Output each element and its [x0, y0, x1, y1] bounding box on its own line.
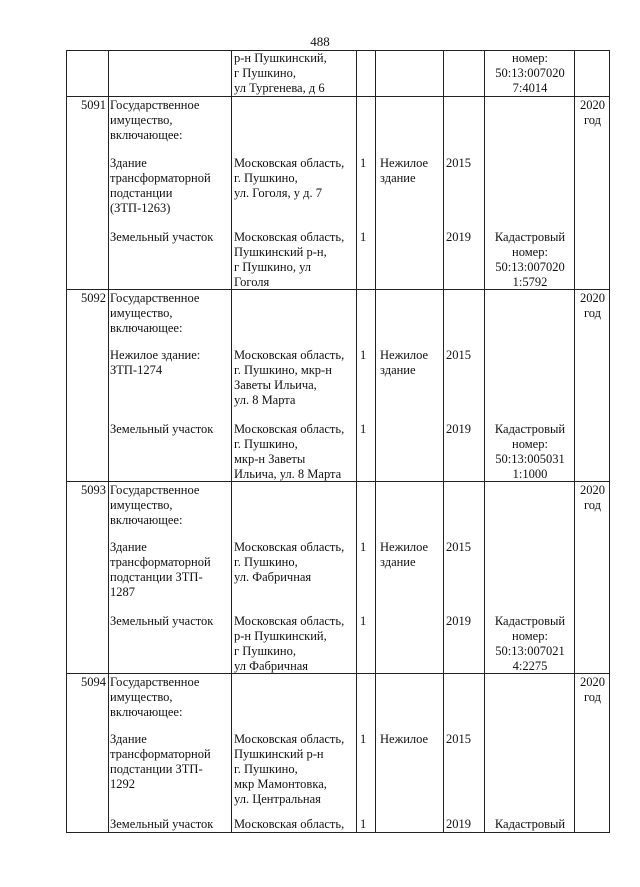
table-border	[443, 50, 444, 833]
date-cell: 2020 год	[580, 98, 605, 127]
item-name: Государственное имущество, включающее:	[110, 98, 200, 142]
item-name: Государственное имущество, включающее:	[110, 291, 200, 335]
quantity-cell: 1	[360, 614, 367, 628]
type-cell: Нежилое здание	[380, 348, 429, 377]
table-border	[66, 96, 609, 97]
item-name: Земельный участок	[110, 817, 214, 831]
address-cell: Московская область, Пушкинский р-н, г Пушкино, ул Гоголя	[234, 230, 345, 289]
quantity-cell: 1	[360, 230, 367, 244]
address-cell: Московская область, г. Пушкино, ул. Фабричная	[234, 540, 345, 584]
table-border	[66, 832, 609, 833]
table-border	[108, 50, 109, 833]
quantity-cell: 1	[360, 540, 367, 554]
quantity-cell: 1	[360, 817, 367, 831]
year-cell: 2019	[446, 614, 471, 628]
date-cell: 2020 год	[580, 483, 605, 512]
table-border	[66, 50, 67, 833]
type-cell: Нежилое	[380, 732, 429, 746]
item-name: Земельный участок	[110, 614, 214, 628]
year-cell: 2019	[446, 422, 471, 436]
address-cell: Московская область, Пушкинский р-н г. Пушкино, мкр Мамонтовка, ул. Центральная	[234, 732, 345, 806]
type-cell: Нежилое здание	[380, 540, 429, 569]
table-border	[574, 50, 575, 833]
table-border	[356, 50, 357, 833]
quantity-cell: 1	[360, 422, 367, 436]
item-name: Нежилое здание: ЗТП-1274	[110, 348, 201, 377]
address-cell: Московская область, р-н Пушкинский, г Пушкино, ул Фабричная	[234, 614, 345, 673]
cadastral-cell: Кадастровый номер: 50:13:007020 1:5792	[494, 230, 566, 289]
item-name: Государственное имущество, включающее:	[110, 675, 200, 719]
item-name: Здание трансформаторной подстанции ЗТП- 1287	[110, 540, 211, 599]
cadastral-cell: Кадастровый номер: 50:13:005031 1:1000	[494, 422, 566, 481]
item-name: Здание трансформаторной подстанции (ЗТП-1263)	[110, 156, 211, 215]
table-border	[375, 50, 376, 833]
table-border	[609, 50, 610, 833]
year-cell: 2015	[446, 540, 471, 554]
item-name: Земельный участок	[110, 230, 214, 244]
table-border	[484, 50, 485, 833]
year-cell: 2019	[446, 230, 471, 244]
page-number: 488	[310, 34, 330, 49]
type-cell: Нежилое здание	[380, 156, 429, 185]
cadastral-cell: номер: 50:13:007020 7:4014	[495, 51, 565, 95]
address-cell: Московская область, г. Пушкино, ул. Гоголя, у д. 7	[234, 156, 345, 200]
record-number: 5091	[81, 98, 106, 112]
address-cell: Московская область,	[234, 817, 345, 831]
year-cell: 2015	[446, 348, 471, 362]
address-cell: Московская область, г. Пушкино, мкр-н Заветы Ильича, ул. 8 Марта	[234, 348, 345, 407]
year-cell: 2015	[446, 156, 471, 170]
cadastral-cell: Кадастровый	[494, 817, 566, 831]
address-cell: р-н Пушкинский, г Пушкино, ул Тургенева, д 6	[234, 51, 327, 95]
property-table	[66, 50, 609, 833]
year-cell: 2019	[446, 817, 471, 831]
date-cell: 2020 год	[580, 291, 605, 320]
item-name: Земельный участок	[110, 422, 214, 436]
item-name: Государственное имущество, включающее:	[110, 483, 200, 527]
date-cell: 2020 год	[580, 675, 605, 704]
record-number: 5094	[81, 675, 106, 689]
quantity-cell: 1	[360, 156, 367, 170]
record-number: 5092	[81, 291, 106, 305]
item-name: Здание трансформаторной подстанции ЗТП- 1292	[110, 732, 211, 791]
address-cell: Московская область, г. Пушкино, мкр-н Заветы Ильича, ул. 8 Марта	[234, 422, 345, 481]
table-border	[231, 50, 232, 833]
cadastral-cell: Кадастровый номер: 50:13:007021 4:2275	[494, 614, 566, 673]
year-cell: 2015	[446, 732, 471, 746]
record-number: 5093	[81, 483, 106, 497]
quantity-cell: 1	[360, 732, 367, 746]
quantity-cell: 1	[360, 348, 367, 362]
